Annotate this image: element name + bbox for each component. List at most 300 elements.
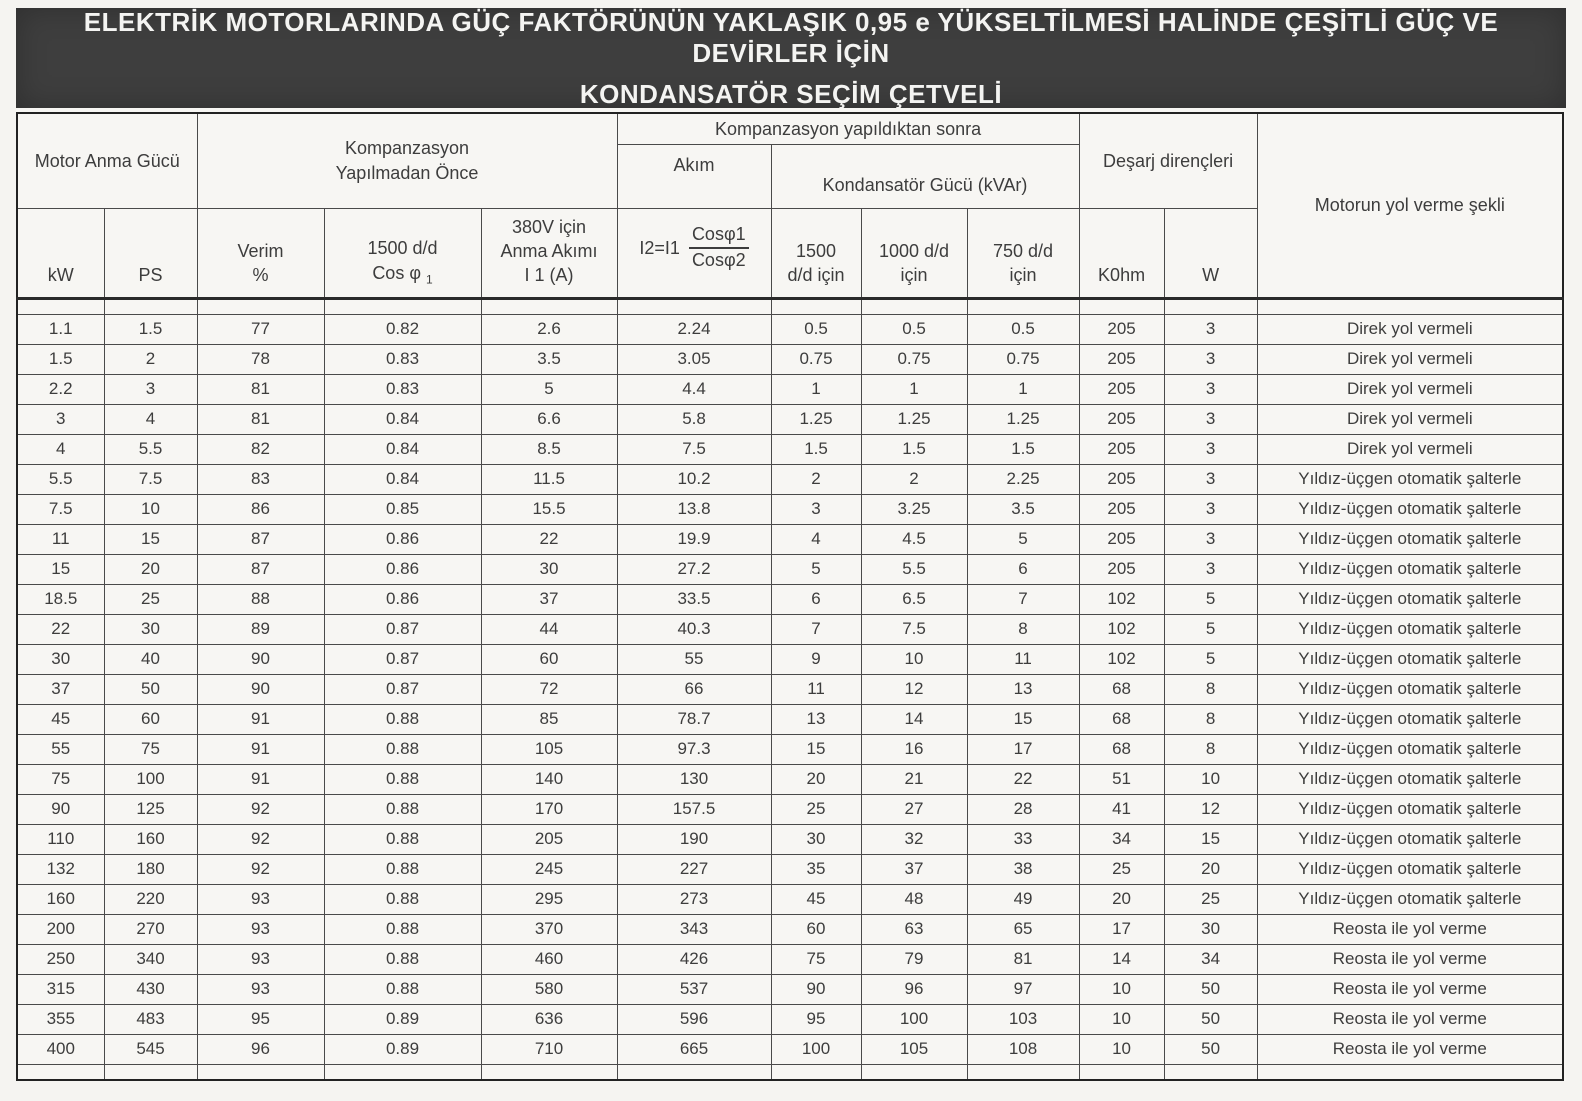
cell-kvar-750: 0.5 xyxy=(967,314,1079,344)
cell-w: 8 xyxy=(1164,734,1257,764)
header-line: için xyxy=(900,265,928,286)
cell-verim: 96 xyxy=(197,1034,324,1064)
cell-cos-phi1: 0.88 xyxy=(324,764,481,794)
cell-kvar-1500: 0.5 xyxy=(771,314,861,344)
cell-kohm: 205 xyxy=(1079,374,1164,404)
cell-kohm: 14 xyxy=(1079,944,1164,974)
cell-kw: 5.5 xyxy=(17,464,104,494)
cell-kohm: 205 xyxy=(1079,524,1164,554)
cell-w: 5 xyxy=(1164,614,1257,644)
cell-i2: 227 xyxy=(617,854,771,884)
cell-cos-phi1: 0.87 xyxy=(324,614,481,644)
cell-cos-phi1: 0.84 xyxy=(324,464,481,494)
cell-anma-akimi: 37 xyxy=(481,584,617,614)
cell-kvar-750: 108 xyxy=(967,1034,1079,1064)
cell-kvar-1500: 5 xyxy=(771,554,861,584)
formula-lhs: I2=I1 xyxy=(639,237,680,258)
cell-cos-phi1: 0.86 xyxy=(324,584,481,614)
col-header-w: W xyxy=(1164,208,1257,298)
table-row xyxy=(17,554,1563,584)
table-row xyxy=(17,824,1563,854)
cell-ps: 125 xyxy=(104,794,197,824)
cell-kw: 160 xyxy=(17,884,104,914)
cell-kvar-1000: 1.5 xyxy=(861,434,967,464)
cell-yol-verme: Yıldız-üçgen otomatik şalterle xyxy=(1257,794,1563,824)
cell-kvar-1000: 0.5 xyxy=(861,314,967,344)
cell-i2: 596 xyxy=(617,1004,771,1034)
cell-kw xyxy=(17,298,104,314)
cell-verim: 86 xyxy=(197,494,324,524)
cell-kohm xyxy=(1079,298,1164,314)
cell-yol-verme: Yıldız-üçgen otomatik şalterle xyxy=(1257,644,1563,674)
cell-w: 5 xyxy=(1164,644,1257,674)
col-header-kw: kW xyxy=(17,208,104,298)
cell-kvar-1000: 63 xyxy=(861,914,967,944)
cell-anma-akimi: 245 xyxy=(481,854,617,884)
cell-kw: 110 xyxy=(17,824,104,854)
cell-kvar-750: 6 xyxy=(967,554,1079,584)
cell-kvar-750 xyxy=(967,298,1079,314)
header-line: Yapılmadan Önce xyxy=(335,162,479,183)
cell-i2: 4.4 xyxy=(617,374,771,404)
cell-w: 25 xyxy=(1164,884,1257,914)
cell-ps: 3 xyxy=(104,374,197,404)
cell-yol-verme: Yıldız-üçgen otomatik şalterle xyxy=(1257,674,1563,704)
cell-kvar-1000: 1 xyxy=(861,374,967,404)
cell-kvar-1500: 7 xyxy=(771,614,861,644)
header-motorun-yol-verme-sekli: Motorun yol verme şekli xyxy=(1257,113,1563,298)
cell-verim: 87 xyxy=(197,554,324,584)
col-header-kvar-750 xyxy=(967,208,1079,298)
cell-verim: 92 xyxy=(197,794,324,824)
cell-verim: 90 xyxy=(197,674,324,704)
cell-kvar-1000: 12 xyxy=(861,674,967,704)
header-kondansator-gucu: Kondansatör Gücü (kVAr) xyxy=(771,144,1079,208)
cell-kvar-750: 1.5 xyxy=(967,434,1079,464)
cell-anma-akimi: 295 xyxy=(481,884,617,914)
cell-kvar-750: 11 xyxy=(967,644,1079,674)
cell-kw: 1.1 xyxy=(17,314,104,344)
cell-ps: 75 xyxy=(104,734,197,764)
cell-kohm: 102 xyxy=(1079,584,1164,614)
header-line: 1000 d/d xyxy=(878,240,950,261)
cell-kw: 355 xyxy=(17,1004,104,1034)
cell-yol-verme xyxy=(1257,298,1563,314)
cell-kvar-750: 22 xyxy=(967,764,1079,794)
cell-cos-phi1: 0.84 xyxy=(324,404,481,434)
cell-verim: 82 xyxy=(197,434,324,464)
cell-i2: 10.2 xyxy=(617,464,771,494)
cell-verim: 87 xyxy=(197,524,324,554)
cell-kohm: 205 xyxy=(1079,494,1164,524)
cell-kvar-1500: 1.25 xyxy=(771,404,861,434)
cell-verim: 93 xyxy=(197,914,324,944)
cell-cos-phi1: 0.88 xyxy=(324,944,481,974)
table-row xyxy=(17,914,1563,944)
cell-kvar-1500: 25 xyxy=(771,794,861,824)
cell-kvar-1000: 100 xyxy=(861,1004,967,1034)
cell-w: 15 xyxy=(1164,824,1257,854)
cell-i2: 97.3 xyxy=(617,734,771,764)
cell-anma-akimi: 3.5 xyxy=(481,344,617,374)
cell-kw: 132 xyxy=(17,854,104,884)
cell-anma-akimi: 2.6 xyxy=(481,314,617,344)
cell-kvar-1000: 1.25 xyxy=(861,404,967,434)
table-row xyxy=(17,974,1563,1004)
cell-cos-phi1: 0.88 xyxy=(324,974,481,1004)
cell-anma-akimi: 460 xyxy=(481,944,617,974)
cell-anma-akimi: 370 xyxy=(481,914,617,944)
cell-cos-phi1: 0.89 xyxy=(324,1004,481,1034)
table-row xyxy=(17,884,1563,914)
cell-kvar-750: 13 xyxy=(967,674,1079,704)
current-ratio-formula xyxy=(618,224,771,271)
cell-kw: 7.5 xyxy=(17,494,104,524)
cell-kohm: 10 xyxy=(1079,974,1164,1004)
cell-yol-verme: Reosta ile yol verme xyxy=(1257,944,1563,974)
header-line: I 1 (A) xyxy=(524,265,574,286)
cell-kvar-1500: 95 xyxy=(771,1004,861,1034)
header-line: d/d için xyxy=(787,265,845,286)
cell-kohm: 205 xyxy=(1079,344,1164,374)
cell-yol-verme: Direk yol vermeli xyxy=(1257,374,1563,404)
table-title-bar xyxy=(16,8,1566,108)
cell-kvar-750: 0.75 xyxy=(967,344,1079,374)
table-body xyxy=(17,298,1563,1080)
cell-ps: 180 xyxy=(104,854,197,884)
cell-ps: 25 xyxy=(104,584,197,614)
header-kompanzasyon-sonrasi: Kompanzasyon yapıldıktan sonra xyxy=(617,113,1079,144)
cell-kohm: 51 xyxy=(1079,764,1164,794)
col-header-kohm: K0hm xyxy=(1079,208,1164,298)
cell-kw: 75 xyxy=(17,764,104,794)
cell-kvar-1500: 20 xyxy=(771,764,861,794)
col-header-verim xyxy=(197,208,324,298)
cell-i2: 190 xyxy=(617,824,771,854)
cell-ps: 15 xyxy=(104,524,197,554)
cell-kvar-1000: 4.5 xyxy=(861,524,967,554)
cell-yol-verme: Yıldız-üçgen otomatik şalterle xyxy=(1257,614,1563,644)
cell-yol-verme: Reosta ile yol verme xyxy=(1257,1004,1563,1034)
cell-kohm: 205 xyxy=(1079,554,1164,584)
cell-kvar-1500: 15 xyxy=(771,734,861,764)
cell-w: 8 xyxy=(1164,674,1257,704)
cell-cos-phi1: 0.84 xyxy=(324,434,481,464)
cell-ps: 100 xyxy=(104,764,197,794)
cell-cos-phi1: 0.88 xyxy=(324,854,481,884)
cell-i2: 78.7 xyxy=(617,704,771,734)
cell-anma-akimi: 30 xyxy=(481,554,617,584)
cell-kw: 1.5 xyxy=(17,344,104,374)
table-row xyxy=(17,734,1563,764)
cell-ps: 340 xyxy=(104,944,197,974)
table-row xyxy=(17,614,1563,644)
cell-w: 3 xyxy=(1164,554,1257,584)
cell-ps: 5.5 xyxy=(104,434,197,464)
cell-w: 3 xyxy=(1164,524,1257,554)
cell-kohm: 205 xyxy=(1079,404,1164,434)
cell-kw: 30 xyxy=(17,644,104,674)
table-row xyxy=(17,944,1563,974)
cos-phi-subscript: 1 xyxy=(426,272,433,287)
cell-kohm: 41 xyxy=(1079,794,1164,824)
cell-i2: 5.8 xyxy=(617,404,771,434)
cell-kohm: 205 xyxy=(1079,314,1164,344)
cell-cos-phi1: 0.85 xyxy=(324,494,481,524)
table-row xyxy=(17,404,1563,434)
cell-anma-akimi: 170 xyxy=(481,794,617,824)
cell-kvar-1500: 0.75 xyxy=(771,344,861,374)
header-line: Kompanzasyon xyxy=(344,138,470,159)
cell-kw: 200 xyxy=(17,914,104,944)
cell-kvar-750: 8 xyxy=(967,614,1079,644)
scanned-table-page xyxy=(16,8,1566,1081)
cell-kohm: 25 xyxy=(1079,854,1164,884)
cell-anma-akimi: 140 xyxy=(481,764,617,794)
cell-kvar-750: 7 xyxy=(967,584,1079,614)
table-row xyxy=(17,464,1563,494)
cell-kvar-750: 65 xyxy=(967,914,1079,944)
cell-kw: 37 xyxy=(17,674,104,704)
cell-cos-phi1: 0.83 xyxy=(324,374,481,404)
cell-w: 50 xyxy=(1164,1034,1257,1064)
cell-kohm: 68 xyxy=(1079,734,1164,764)
cell-i2: 7.5 xyxy=(617,434,771,464)
cell-ps: 7.5 xyxy=(104,464,197,494)
cell-cos-phi1: 0.88 xyxy=(324,914,481,944)
cell-kohm: 102 xyxy=(1079,614,1164,644)
header-line: Verim xyxy=(237,240,284,261)
cell-ps: 160 xyxy=(104,824,197,854)
cell-cos-phi1: 0.83 xyxy=(324,344,481,374)
table-row xyxy=(17,764,1563,794)
cell-kohm: 17 xyxy=(1079,914,1164,944)
cell-kvar-1500: 4 xyxy=(771,524,861,554)
cell-yol-verme: Reosta ile yol verme xyxy=(1257,1034,1563,1064)
cell-kvar-750: 1 xyxy=(967,374,1079,404)
header-line: Anma Akımı xyxy=(500,240,598,261)
cell-kvar-1500 xyxy=(771,298,861,314)
cell-i2: 426 xyxy=(617,944,771,974)
table-row xyxy=(17,584,1563,614)
cell-w: 20 xyxy=(1164,854,1257,884)
cell-kohm: 34 xyxy=(1079,824,1164,854)
cell-yol-verme: Reosta ile yol verme xyxy=(1257,914,1563,944)
cell-kvar-750 xyxy=(967,1064,1079,1080)
cell-yol-verme: Direk yol vermeli xyxy=(1257,434,1563,464)
cell-anma-akimi: 8.5 xyxy=(481,434,617,464)
cell-kvar-1000: 27 xyxy=(861,794,967,824)
cell-yol-verme: Yıldız-üçgen otomatik şalterle xyxy=(1257,884,1563,914)
cell-cos-phi1: 0.89 xyxy=(324,1034,481,1064)
cell-anma-akimi xyxy=(481,298,617,314)
header-akim: Akım xyxy=(617,144,771,208)
cell-kvar-1000: 3.25 xyxy=(861,494,967,524)
header-desarj-direncleri: Deşarj dirençleri xyxy=(1079,113,1257,208)
cell-kvar-1500: 1.5 xyxy=(771,434,861,464)
cell-w: 8 xyxy=(1164,704,1257,734)
cell-kvar-1500: 60 xyxy=(771,914,861,944)
cell-kvar-750: 38 xyxy=(967,854,1079,884)
cell-kvar-1500: 30 xyxy=(771,824,861,854)
cell-ps: 20 xyxy=(104,554,197,584)
cell-kvar-1000: 79 xyxy=(861,944,967,974)
cell-i2: 27.2 xyxy=(617,554,771,584)
cell-ps: 1.5 xyxy=(104,314,197,344)
cell-cos-phi1: 0.88 xyxy=(324,794,481,824)
cell-kvar-750: 28 xyxy=(967,794,1079,824)
cell-anma-akimi: 22 xyxy=(481,524,617,554)
cell-verim xyxy=(197,1064,324,1080)
cell-ps xyxy=(104,298,197,314)
cell-kw: 4 xyxy=(17,434,104,464)
cell-kohm xyxy=(1079,1064,1164,1080)
cell-kohm: 205 xyxy=(1079,434,1164,464)
cell-verim: 88 xyxy=(197,584,324,614)
header-line: 750 d/d xyxy=(993,240,1054,261)
cell-verim: 91 xyxy=(197,764,324,794)
cell-yol-verme xyxy=(1257,1064,1563,1080)
capacitor-selection-table xyxy=(16,112,1564,1081)
cell-anma-akimi: 60 xyxy=(481,644,617,674)
cell-kohm: 20 xyxy=(1079,884,1164,914)
cell-kvar-750: 103 xyxy=(967,1004,1079,1034)
cell-verim: 91 xyxy=(197,734,324,764)
cell-kw: 22 xyxy=(17,614,104,644)
cell-kohm: 68 xyxy=(1079,674,1164,704)
cell-cos-phi1: 0.86 xyxy=(324,524,481,554)
cell-kvar-1500: 45 xyxy=(771,884,861,914)
cell-i2: 66 xyxy=(617,674,771,704)
table-row xyxy=(17,854,1563,884)
cell-kvar-1500: 9 xyxy=(771,644,861,674)
cell-anma-akimi: 105 xyxy=(481,734,617,764)
table-row xyxy=(17,314,1563,344)
cell-kvar-1500: 13 xyxy=(771,704,861,734)
cell-verim: 93 xyxy=(197,974,324,1004)
cell-verim: 92 xyxy=(197,854,324,884)
cell-kvar-1000: 37 xyxy=(861,854,967,884)
cell-kw xyxy=(17,1064,104,1080)
cell-i2: 3.05 xyxy=(617,344,771,374)
cell-ps: 50 xyxy=(104,674,197,704)
cell-i2: 2.24 xyxy=(617,314,771,344)
cell-yol-verme: Yıldız-üçgen otomatik şalterle xyxy=(1257,824,1563,854)
cell-kvar-1500: 35 xyxy=(771,854,861,884)
cell-kvar-1000: 105 xyxy=(861,1034,967,1064)
cell-kvar-1000: 5.5 xyxy=(861,554,967,584)
formula-numerator: Cosφ1 xyxy=(689,224,749,249)
table-row xyxy=(17,434,1563,464)
header-line: 1500 d/d xyxy=(367,238,438,259)
cell-ps xyxy=(104,1064,197,1080)
cell-kw: 45 xyxy=(17,704,104,734)
cell-i2: 343 xyxy=(617,914,771,944)
cell-yol-verme: Yıldız-üçgen otomatik şalterle xyxy=(1257,524,1563,554)
table-row xyxy=(17,1034,1563,1064)
cell-kvar-1000: 7.5 xyxy=(861,614,967,644)
cell-kw: 18.5 xyxy=(17,584,104,614)
cell-ps: 40 xyxy=(104,644,197,674)
cell-ps: 483 xyxy=(104,1004,197,1034)
cell-kw: 2.2 xyxy=(17,374,104,404)
col-header-kvar-1000 xyxy=(861,208,967,298)
cell-kvar-750: 2.25 xyxy=(967,464,1079,494)
cell-yol-verme: Direk yol vermeli xyxy=(1257,404,1563,434)
cell-w: 3 xyxy=(1164,374,1257,404)
table-row xyxy=(17,644,1563,674)
spacer-row xyxy=(17,1064,1563,1080)
cell-i2: 55 xyxy=(617,644,771,674)
table-row xyxy=(17,494,1563,524)
table-row xyxy=(17,374,1563,404)
cell-anma-akimi: 5 xyxy=(481,374,617,404)
cell-yol-verme: Yıldız-üçgen otomatik şalterle xyxy=(1257,704,1563,734)
cell-w: 34 xyxy=(1164,944,1257,974)
header-line: 380V için xyxy=(511,216,587,237)
col-header-cos-phi1 xyxy=(324,208,481,298)
cell-verim: 81 xyxy=(197,374,324,404)
cell-w: 3 xyxy=(1164,314,1257,344)
cell-cos-phi1: 0.88 xyxy=(324,824,481,854)
cell-kvar-1000: 16 xyxy=(861,734,967,764)
cell-yol-verme: Yıldız-üçgen otomatik şalterle xyxy=(1257,494,1563,524)
cell-kvar-750: 5 xyxy=(967,524,1079,554)
cell-i2: 537 xyxy=(617,974,771,1004)
cell-kvar-1500: 1 xyxy=(771,374,861,404)
cell-cos-phi1: 0.88 xyxy=(324,704,481,734)
cell-w: 3 xyxy=(1164,434,1257,464)
cell-verim: 95 xyxy=(197,1004,324,1034)
cell-w xyxy=(1164,298,1257,314)
cell-kvar-750: 81 xyxy=(967,944,1079,974)
cell-kvar-1000: 96 xyxy=(861,974,967,1004)
formula-denominator: Cosφ2 xyxy=(691,250,746,270)
cell-kohm: 10 xyxy=(1079,1034,1164,1064)
cell-w: 50 xyxy=(1164,974,1257,1004)
cell-kvar-1000: 10 xyxy=(861,644,967,674)
cell-kohm: 205 xyxy=(1079,464,1164,494)
cell-kw: 55 xyxy=(17,734,104,764)
cell-kvar-750: 15 xyxy=(967,704,1079,734)
cell-kvar-750: 3.5 xyxy=(967,494,1079,524)
cell-verim: 91 xyxy=(197,704,324,734)
cell-kw: 3 xyxy=(17,404,104,434)
table-title-line2: KONDANSATÖR SEÇİM ÇETVELİ xyxy=(579,78,1003,109)
cell-w: 3 xyxy=(1164,494,1257,524)
cell-kw: 400 xyxy=(17,1034,104,1064)
cell-kvar-1500: 11 xyxy=(771,674,861,704)
cell-verim: 92 xyxy=(197,824,324,854)
table-row xyxy=(17,794,1563,824)
cell-kvar-1500: 90 xyxy=(771,974,861,1004)
cell-anma-akimi: 44 xyxy=(481,614,617,644)
cell-kw: 250 xyxy=(17,944,104,974)
cell-cos-phi1 xyxy=(324,1064,481,1080)
col-header-i2-formula xyxy=(617,208,771,298)
cell-i2: 130 xyxy=(617,764,771,794)
cell-ps: 430 xyxy=(104,974,197,1004)
cell-w: 50 xyxy=(1164,1004,1257,1034)
header-line: % xyxy=(252,265,269,286)
cell-yol-verme: Yıldız-üçgen otomatik şalterle xyxy=(1257,734,1563,764)
cell-cos-phi1: 0.88 xyxy=(324,734,481,764)
cell-i2: 665 xyxy=(617,1034,771,1064)
cos-phi-text: Cos φ xyxy=(372,262,421,283)
cell-ps: 4 xyxy=(104,404,197,434)
cell-verim: 77 xyxy=(197,314,324,344)
cell-anma-akimi: 72 xyxy=(481,674,617,704)
